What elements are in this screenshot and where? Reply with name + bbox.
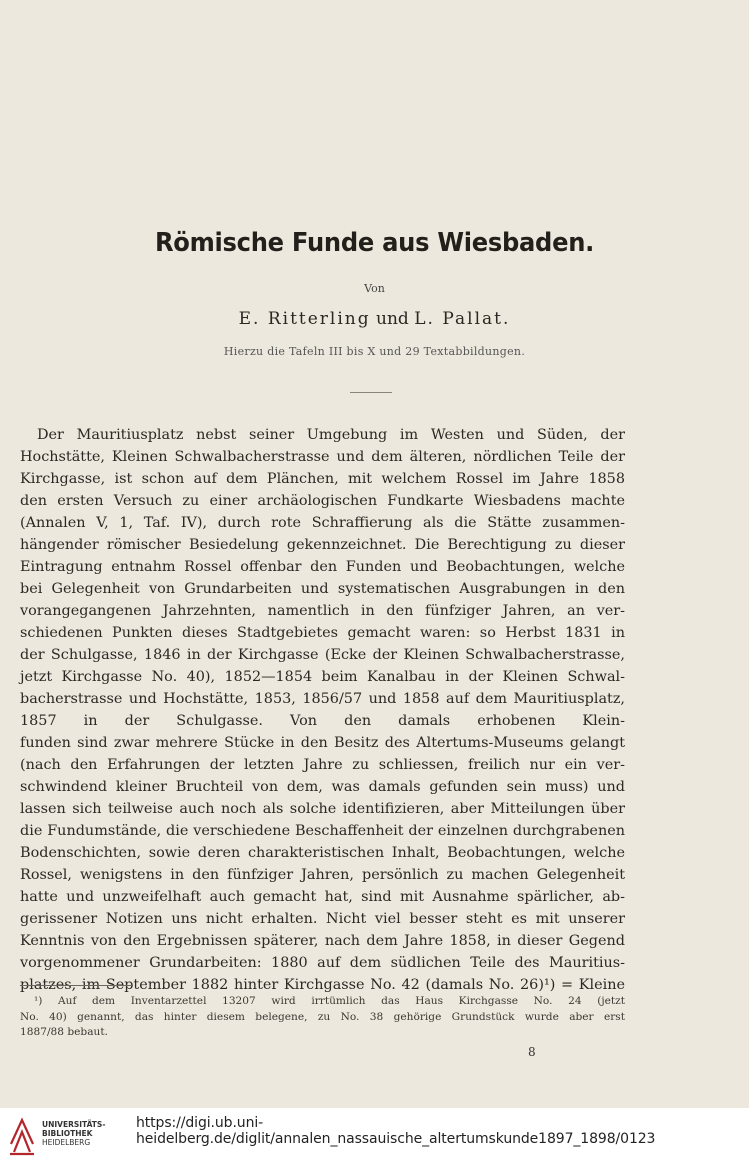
body-line: den ersten Versuch zu einer archäologischen Fundkarte Wiesbadens machte [20, 493, 625, 509]
footnote-line: 1887/88 bebaut. [20, 1026, 108, 1038]
body-line: schwindend kleiner Bruchteil von dem, was damals gefunden sein muss) und [20, 779, 625, 795]
body-line: platzes, im September 1882 hinter Kirchgasse No. 42 (damals No. 26)¹) = Kleine [20, 977, 625, 993]
body-line: bei Gelegenheit von Grundarbeiten und systematischen Ausgrabungen in den [20, 581, 625, 597]
footnote-line: ¹) Auf dem Inventarzettel 13207 wird irrtümlich das Haus Kirchgasse No. 24 (jetzt [34, 995, 625, 1007]
library-name-line3: HEIDELBERG [42, 1138, 91, 1147]
permalink-url[interactable]: https://digi.ub.uni-heidelberg.de/diglit/annalen_nassauische_altertumskunde1897_1898/0123 [136, 1115, 656, 1147]
body-line: vorangegangenen Jahrzehnten, namentlich in den fünfziger Jahren, an ver- [20, 603, 625, 619]
title-divider [350, 392, 392, 393]
body-line: Rossel, wenigstens in den fünfziger Jahren, persönlich zu machen Gelegenheit [20, 867, 625, 883]
body-line: Der Mauritiusplatz nebst seiner Umgebung im Westen und Süden, der [37, 427, 625, 443]
authors-line [0, 309, 749, 329]
footnote [20, 994, 625, 1041]
body-line: bacherstrasse und Hochstätte, 1853, 1856/57 und 1858 auf dem Mauritiusplatz, [20, 691, 625, 707]
body-line: Bodenschichten, sowie deren charakteristischen Inhalt, Beobachtungen, welche [20, 845, 625, 861]
plates-note: Hierzu die Tafeln III bis X und 29 Textabbildungen. [223, 345, 526, 358]
body-line: funden sind zwar mehrere Stücke in den Besitz des Altertums-Museums gelangt [20, 735, 625, 751]
body-line: hatte und unzweifelhaft auch gemacht hat, sind mit Ausnahme spärlicher, ab- [20, 889, 625, 905]
library-name-line2: BIBLIOTHEK [42, 1129, 93, 1138]
article-title: Römische Funde aus Wiesbaden. [154, 228, 595, 258]
body-line: Kenntnis von den Ergebnissen späterer, nach dem Jahre 1858, in dieser Gegend [20, 933, 625, 949]
body-line: Eintragung entnahm Rossel offenbar den Funden und Beobachtungen, welche [20, 559, 625, 575]
body-line: hängender römischer Besiedelung gekennzeichnet. Die Berechtigung zu dieser [20, 537, 625, 553]
author-und: und [376, 309, 409, 329]
page-number: 8 [528, 1045, 536, 1059]
body-line: der Schulgasse, 1846 in der Kirchgasse (Ecke der Kleinen Schwalbacherstrasse, [20, 647, 625, 663]
body-line: gerissener Notizen uns nicht erhalten. Nicht viel besser steht es mit unserer [20, 911, 625, 927]
author-ritterling: E. Ritterling [238, 309, 371, 329]
body-line: 1857 in der Schulgasse. Von den damals erhobenen Klein- [20, 713, 625, 729]
footnote-line: No. 40) genannt, das hinter diesem belegene, zu No. 38 gehörige Grundstück wurde aber erst [20, 1010, 625, 1023]
body-line: Kirchgasse, ist schon auf dem Plänchen, mit welchem Rossel im Jahre 1858 [20, 471, 625, 487]
heidelberg-library-logo-icon[interactable] [8, 1114, 36, 1156]
body-line: (Annalen V, 1, Taf. IV), durch rote Schraffierung als die Stätte zusammen- [20, 515, 625, 531]
body-line: lassen sich teilweise auch noch als solche identifizieren, aber Mitteilungen über [20, 801, 625, 817]
body-line: jetzt Kirchgasse No. 40), 1852—1854 beim Kanalbau in der Kleinen Schwal- [20, 669, 625, 685]
body-line: die Fundumstände, die verschiedene Beschaffenheit der einzelnen durchgrabenen [20, 823, 625, 839]
footnote-divider [20, 985, 132, 986]
body-line: vorgenommener Grundarbeiten: 1880 auf dem südlichen Teile des Mauritius- [20, 955, 625, 971]
library-name [42, 1120, 105, 1147]
body-line: Hochstätte, Kleinen Schwalbacherstrasse und dem älteren, nördlichen Teile der [20, 449, 625, 465]
body-line: (nach den Erfahrungen der letzten Jahre zu schliessen, freilich nur ein ver- [20, 757, 625, 773]
library-name-line1: UNIVERSITÄTS- [42, 1120, 106, 1129]
byline-von: Von [364, 282, 385, 295]
author-pallat: L. Pallat. [414, 309, 511, 329]
body-line: schiedenen Punkten dieses Stadtgebietes gemacht waren: so Herbst 1831 in [20, 625, 625, 641]
body-text [20, 424, 625, 996]
